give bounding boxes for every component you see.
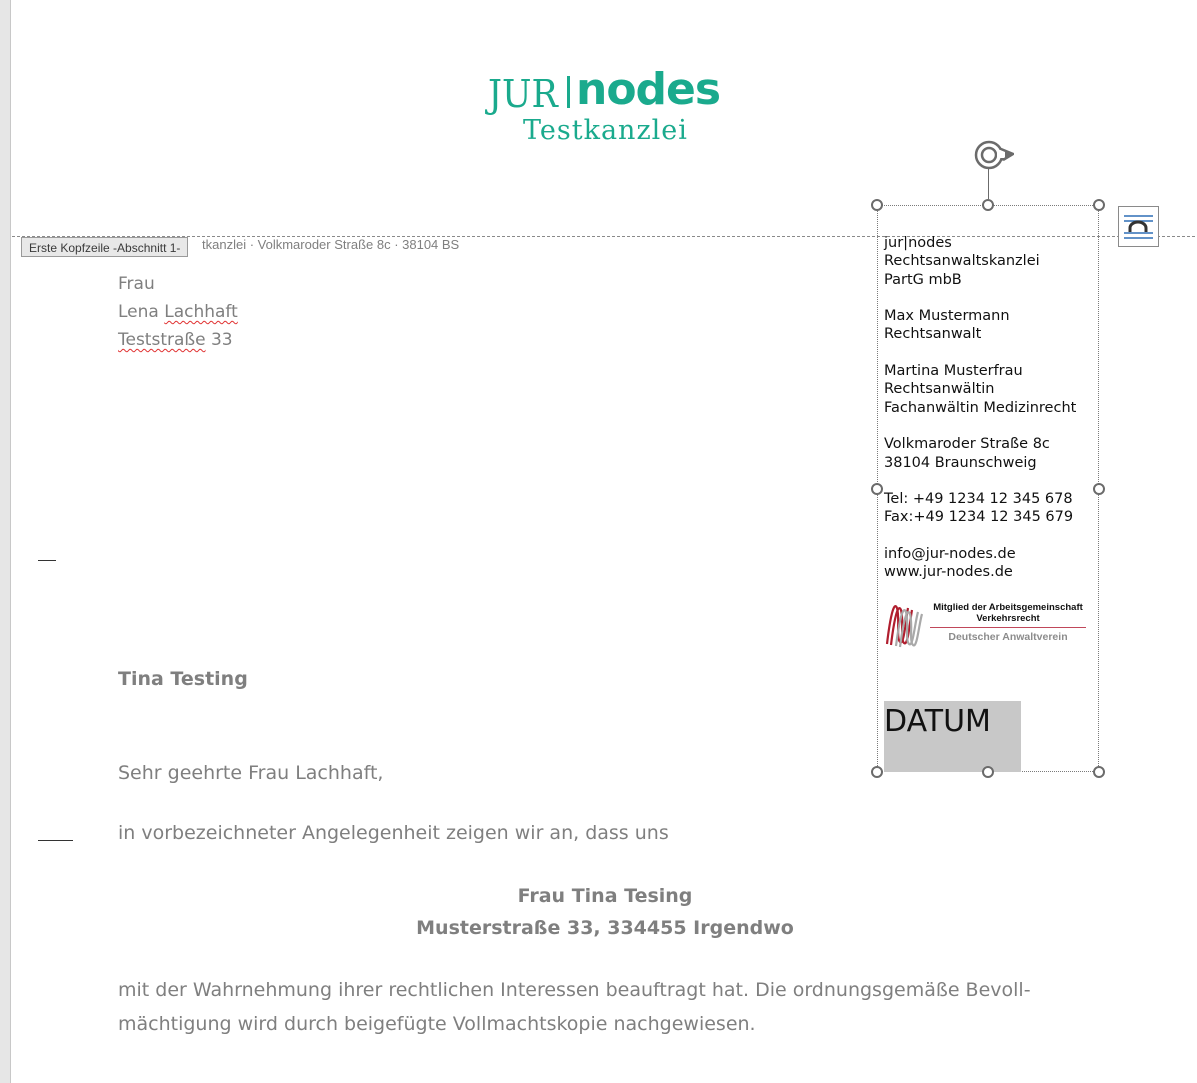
logo-subtitle: Testkanzlei <box>523 115 688 146</box>
letter-subject[interactable]: Tina Testing <box>118 668 248 690</box>
rotate-stem <box>988 168 989 199</box>
recipient-house-number: 33 <box>210 330 233 350</box>
resize-handle-top-left[interactable] <box>871 199 883 211</box>
client-address: Musterstraße 33, 334455 Irgendwo <box>416 917 794 939</box>
resize-handle-bottom[interactable] <box>982 766 994 778</box>
recipient-street: Teststraße <box>118 330 206 350</box>
rotate-handle-icon[interactable] <box>972 138 1014 172</box>
sidebar-lawyer2-specialty: Fachanwältin Medizinrecht <box>884 399 1077 416</box>
letter-closing-paragraph[interactable] <box>118 973 1098 1041</box>
layout-options-button[interactable] <box>1118 206 1159 247</box>
recipient-salutation: Frau <box>118 274 155 294</box>
header-section-tag[interactable]: Erste Kopfzeile -Abschnitt 1- <box>21 237 188 257</box>
letter-salutation[interactable]: Sehr geehrte Frau Lachhaft, <box>118 762 384 784</box>
date-field[interactable]: DATUM <box>884 701 1021 772</box>
resize-handle-bottom-left[interactable] <box>871 766 883 778</box>
logo-jur-text: JUR <box>488 72 558 116</box>
sidebar-fax: Fax:+49 1234 12 345 679 <box>884 509 1074 526</box>
fold-mark-lower <box>38 840 73 841</box>
resize-handle-top-right[interactable] <box>1093 199 1105 211</box>
logo-divider <box>567 76 570 108</box>
sidebar-firm-name: jur|nodes <box>884 235 952 251</box>
sidebar-web: www.jur-nodes.de <box>884 564 1013 581</box>
sidebar-lawyer1-name: Max Mustermann <box>884 308 1010 325</box>
badge-organization: Deutscher Anwaltverein <box>948 631 1068 643</box>
recipient-name <box>118 298 238 326</box>
client-name: Frau Tina Tesing <box>517 885 693 907</box>
sender-return-line[interactable]: tkanzlei · Volkmaroder Straße 8c · 38104 BS <box>202 237 460 252</box>
resize-handle-left[interactable] <box>871 483 883 495</box>
recipient-street-line <box>118 326 238 354</box>
recipient-address[interactable] <box>118 270 238 354</box>
sidebar-city: 38104 Braunschweig <box>884 454 1037 471</box>
closing-line-2: mächtigung wird durch beigefügte Vollmachtskopie nachgewiesen. <box>118 1013 756 1035</box>
dav-wave-logo-icon <box>884 598 924 650</box>
left-margin-gutter <box>0 0 11 1083</box>
sidebar-street: Volkmaroder Straße 8c <box>884 436 1050 453</box>
resize-handle-top[interactable] <box>982 199 994 211</box>
dav-membership-badge <box>884 598 1086 650</box>
sidebar-tel: Tel: +49 1234 12 345 678 <box>884 491 1073 508</box>
sidebar-lawyer1-title: Rechtsanwalt <box>884 326 982 343</box>
layout-options-icon <box>1119 207 1158 246</box>
sidebar-firm-form: PartG mbB <box>884 271 962 288</box>
sidebar-email: info@jur-nodes.de <box>884 546 1016 563</box>
logo-nodes-text: nodes <box>576 64 721 115</box>
recipient-first-name: Lena <box>118 302 159 322</box>
recipient-last-name: Lachhaft <box>164 302 238 322</box>
firm-logo <box>488 64 738 150</box>
sidebar-lawyer2-name: Martina Musterfrau <box>884 363 1023 380</box>
fold-mark-upper <box>38 560 56 561</box>
letter-intro[interactable]: in vorbezeichneter Angelegenheit zeigen wir an, dass uns <box>118 822 669 844</box>
closing-line-1: mit der Wahrnehmung ihrer rechtlichen Interessen beauftragt hat. Die ordnungsgemäße Bevoll- <box>118 979 1031 1001</box>
resize-handle-bottom-right[interactable] <box>1093 766 1105 778</box>
sidebar-lawyer2-title: Rechtsanwältin <box>884 381 995 398</box>
resize-handle-right[interactable] <box>1093 483 1105 495</box>
client-block[interactable] <box>118 880 1092 944</box>
badge-title: Mitglied der Arbeitsgemeinschaft Verkehrsrecht <box>933 602 1083 624</box>
sidebar-firm-info[interactable] <box>884 234 1099 582</box>
sidebar-firm-type: Rechtsanwaltskanzlei <box>884 253 1040 270</box>
badge-divider <box>930 627 1086 628</box>
